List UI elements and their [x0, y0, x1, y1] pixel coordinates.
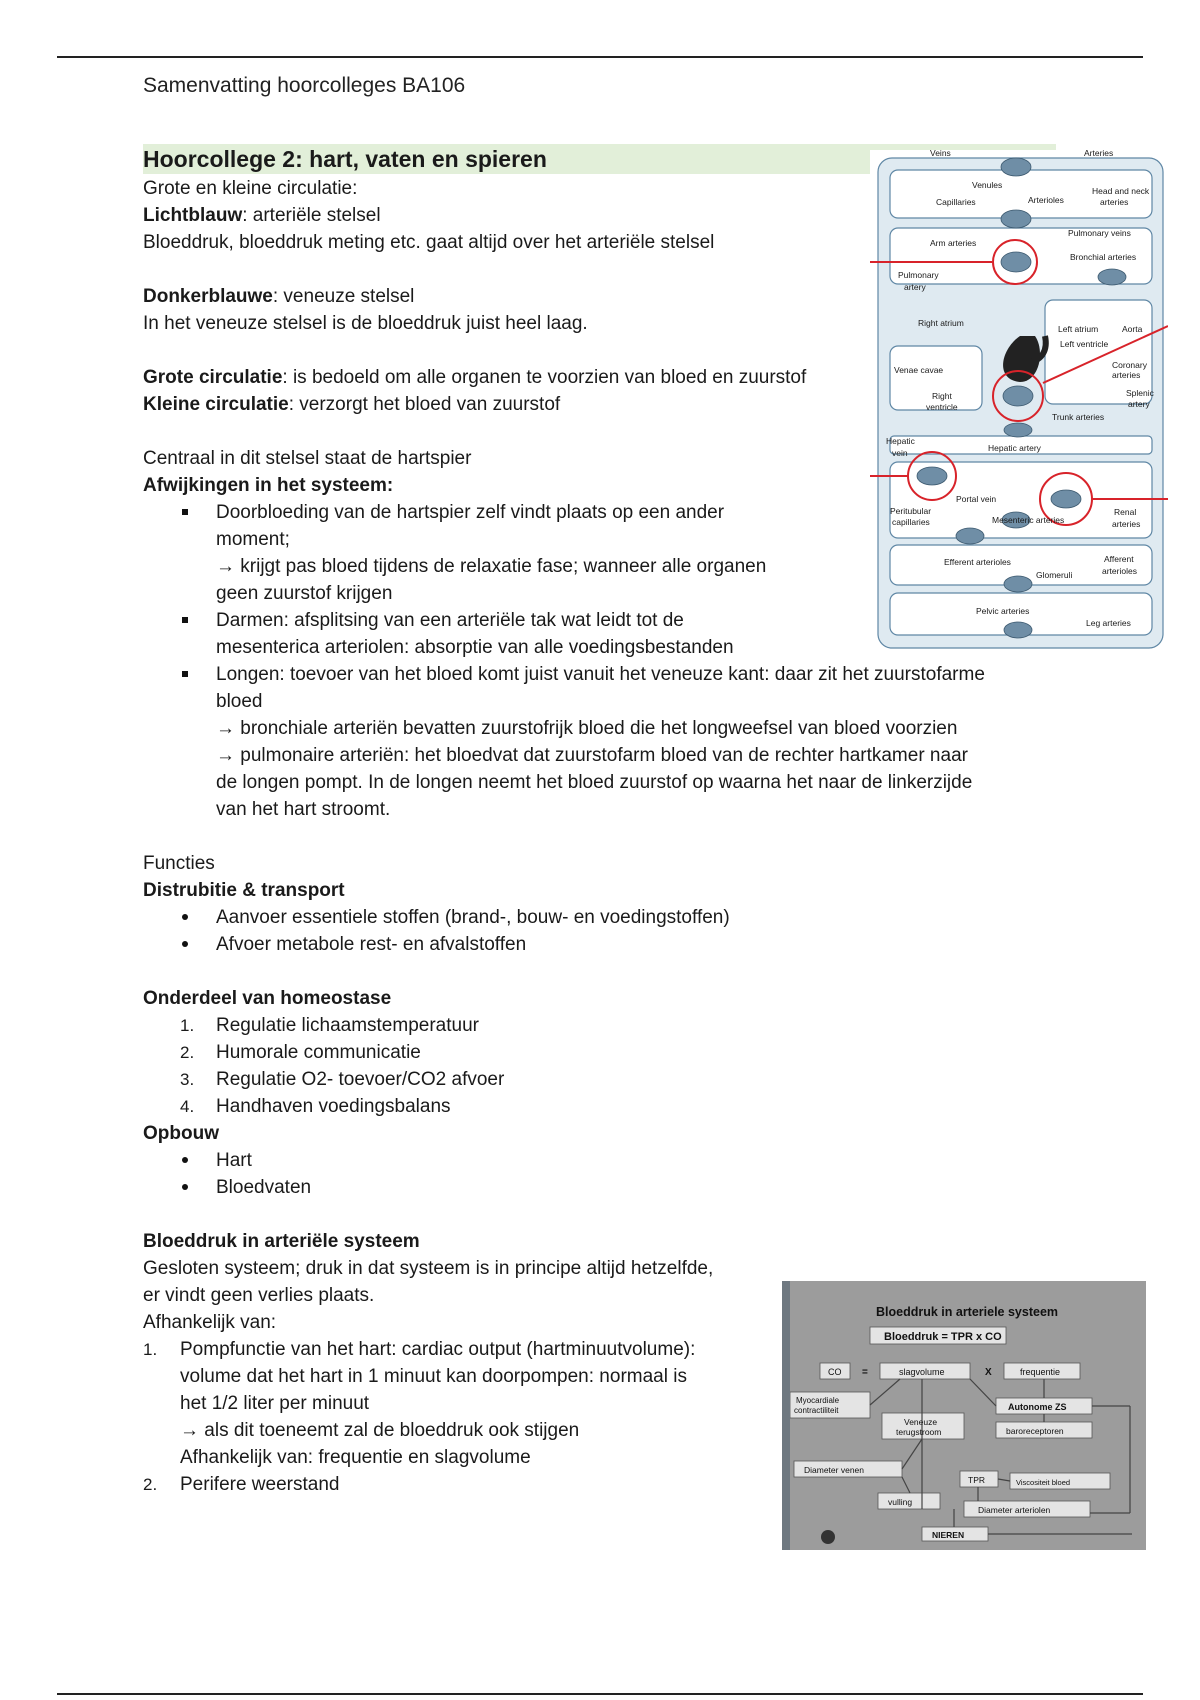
bold-term: Kleine circulatie	[143, 394, 289, 415]
text-span: : veneuze stelsel	[272, 286, 415, 307]
fig1-label: Arterioles	[1028, 195, 1064, 205]
text-line: Gesloten systeem; druk in dat systeem is in principe altijd hetzelfde,	[143, 1258, 714, 1279]
fig1-label: Bronchial arteries	[1070, 252, 1137, 262]
fig1-label: artery	[904, 282, 926, 292]
fig2-label: X	[985, 1367, 992, 1378]
fig1-label: Arm arteries	[930, 238, 977, 248]
page-header: Samenvatting hoorcolleges BA106	[143, 74, 466, 97]
list-item	[143, 1012, 1053, 1039]
list-text: bloed	[216, 691, 263, 712]
fig1-label: Peritubular	[890, 506, 932, 516]
fig2-label: NIEREN	[932, 1530, 965, 1540]
list-text: → pulmonaire arteriën: het bloedvat dat zuurstofarm bloed van de rechter hartkamer naar	[216, 745, 968, 766]
fig1-label: Leg arteries	[1086, 618, 1131, 628]
fig1-label: Right	[932, 391, 952, 401]
fig1-label: Efferent arterioles	[944, 557, 1011, 567]
fig1-label: Hepatic	[886, 436, 915, 446]
fig1-label: arteries	[1100, 197, 1129, 207]
bloeddruk-diagram	[782, 1281, 1146, 1550]
fig1-label: Aorta	[1122, 324, 1143, 334]
fig1-label: Head and neck	[1092, 186, 1150, 196]
text-span: : is bedoeld om alle organen te voorzien van bloed en zuurstof	[282, 367, 807, 388]
fig1-label: Left ventricle	[1060, 339, 1109, 349]
fig1-label: Pulmonary veins	[1068, 228, 1131, 238]
list-text: → bronchiale arteriën bevatten zuurstofrijk bloed die het longweefsel van bloed voorzien	[216, 718, 958, 739]
circulation-diagram	[870, 150, 1168, 652]
list-text: → als dit toeneemt zal de bloeddruk ook stijgen	[180, 1420, 580, 1441]
fig2-label: Veneuze	[904, 1417, 938, 1427]
fig1-label: Mesenteric arteries	[992, 515, 1065, 525]
fig1-label: artery	[1128, 399, 1150, 409]
fig2-label: Diameter venen	[804, 1465, 865, 1475]
fig1-label: Afferent	[1104, 554, 1134, 564]
list-item: Hart	[143, 1147, 1053, 1174]
fig2-label: terugstroom	[896, 1427, 942, 1437]
text-line: Afhankelijk van:	[143, 1312, 277, 1333]
list-text: Doorbloeding van de hartspier zelf vindt plaats op een ander	[216, 502, 725, 523]
fig2-label: CO	[828, 1367, 842, 1377]
list-number: 1.	[143, 1340, 158, 1359]
bold-heading: Afwijkingen in het systeem:	[143, 475, 394, 496]
fig2-label: TPR	[968, 1475, 985, 1485]
bold-heading: Bloeddruk in arteriële systeem	[143, 1231, 420, 1252]
fig1-label: arteries	[1112, 370, 1141, 380]
text-line	[143, 1228, 1053, 1255]
fig1-label: Left atrium	[1058, 324, 1099, 334]
bold-term: Lichtblauw	[143, 205, 243, 226]
bold-term: Grote circulatie	[143, 367, 283, 388]
fig1-label: Trunk arteries	[1052, 412, 1105, 422]
list-item: Bloedvaten	[143, 1174, 1053, 1201]
fig1-label: Glomeruli	[1036, 570, 1073, 580]
fig2-label: Autonome ZS	[1008, 1402, 1067, 1412]
list-text: volume dat het hart in 1 minuut kan doorpompen: normaal is	[180, 1366, 687, 1387]
list-item	[143, 1093, 1053, 1120]
fig1-label: Venules	[972, 180, 1003, 190]
fig1-label: Splenic	[1126, 388, 1154, 398]
text-line	[143, 985, 1053, 1012]
fig1-label: arterioles	[1102, 566, 1137, 576]
list-text: Darmen: afsplitsing van een arteriële tak wat leidt tot de	[216, 610, 684, 631]
bold-heading: Opbouw	[143, 1123, 219, 1144]
fig2-label: =	[862, 1367, 868, 1378]
list-text: Perifere weerstand	[180, 1474, 340, 1495]
bottom-rule	[57, 1693, 1143, 1695]
list-text: de longen pompt. In de longen neemt het bloed zuurstof op waarna het naar de linkerzijde	[216, 772, 973, 793]
list-text: Regulatie O2- toevoer/CO2 afvoer	[216, 1069, 505, 1090]
fig1-label: Veins	[930, 150, 951, 158]
list-text: Handhaven voedingsbalans	[216, 1096, 451, 1117]
text-line: Functies	[143, 853, 215, 874]
fig1-label: Arteries	[1084, 150, 1114, 158]
fig1-label: Coronary	[1112, 360, 1147, 370]
fig1-label: Right atrium	[918, 318, 964, 328]
fig2-label: Viscositeit bloed	[1016, 1478, 1071, 1487]
fig1-label: Renal	[1114, 507, 1137, 517]
list-number: 1.	[180, 1016, 195, 1035]
section-title: Hoorcollege 2: hart, vaten en spieren	[143, 144, 1056, 174]
text-line: Centraal in dit stelsel staat de hartspier	[143, 448, 472, 469]
fig1-label: vein	[892, 448, 908, 458]
fig2-formula: Bloeddruk = TPR x CO	[884, 1331, 1002, 1343]
fig1-label: ventricle	[926, 402, 958, 412]
fig2-label: vulling	[888, 1497, 913, 1507]
text-line: Grote en kleine circulatie:	[143, 178, 358, 199]
fig1-label: Pelvic arteries	[976, 606, 1030, 616]
fig1-label: arteries	[1112, 519, 1141, 529]
list-text: moment;	[216, 529, 290, 550]
list-text: Humorale communicatie	[216, 1042, 421, 1063]
list-item: Afvoer metabole rest- en afvalstoffen	[143, 931, 1053, 958]
text-line	[143, 1120, 1053, 1147]
fig2-label: Diameter arteriolen	[978, 1505, 1051, 1515]
list-number: 4.	[180, 1097, 195, 1116]
text-line: er vindt geen verlies plaats.	[143, 1285, 375, 1306]
list-text: Afhankelijk van: frequentie en slagvolume	[180, 1447, 531, 1468]
top-rule	[57, 56, 1143, 58]
list-number: 2.	[180, 1043, 195, 1062]
list-text: → krijgt pas bloed tijdens de relaxatie fase; wanneer alle organen	[216, 556, 767, 577]
opbouw-list	[143, 1147, 1053, 1201]
text-line: In het veneuze stelsel is de bloeddruk juist heel laag.	[143, 313, 588, 334]
fig1-label: Capillaries	[936, 197, 976, 207]
text-line	[143, 877, 1053, 904]
list-number: 2.	[143, 1475, 158, 1494]
text-line: Bloeddruk, bloeddruk meting etc. gaat altijd over het arteriële stelsel	[143, 232, 715, 253]
list-text: het 1/2 liter per minuut	[180, 1393, 370, 1414]
list-text: van het hart stroomt.	[216, 799, 391, 820]
fig2-label: slagvolume	[899, 1367, 945, 1377]
transport-list	[143, 904, 1053, 958]
bold-term: Donkerblauwe	[143, 286, 273, 307]
fig1-label: capillaries	[892, 517, 930, 527]
list-item: Aanvoer essentiele stoffen (brand-, bouw- en voedingstoffen)	[143, 904, 1053, 931]
fig1-label: Pulmonary	[898, 270, 939, 280]
text-span: : arteriële stelsel	[242, 205, 381, 226]
bold-heading: Distrubitie & transport	[143, 880, 345, 901]
list-text: geen zuurstof krijgen	[216, 583, 393, 604]
homeostase-list	[143, 1012, 1053, 1120]
fig2-label: Myocardiale	[796, 1396, 840, 1405]
list-item	[143, 1066, 1053, 1093]
bold-heading: Onderdeel van homeostase	[143, 988, 392, 1009]
text-span: : verzorgt het bloed van zuurstof	[288, 394, 561, 415]
fig1-label: Hepatic artery	[988, 443, 1041, 453]
fig2-title: Bloeddruk in arteriele systeem	[876, 1305, 1059, 1319]
fig2-label: baroreceptoren	[1006, 1426, 1064, 1436]
list-text: Pompfunctie van het hart: cardiac output (hartminuutvolume):	[180, 1339, 696, 1360]
fig2-label: contractiliteit	[794, 1406, 839, 1415]
fig2-label: frequentie	[1020, 1367, 1061, 1377]
fig1-label: Venae cavae	[894, 365, 944, 375]
list-number: 3.	[180, 1070, 195, 1089]
list-item	[143, 661, 1053, 823]
list-text: mesenterica arteriolen: absorptie van alle voedingsbestanden	[216, 637, 734, 658]
list-item	[143, 1039, 1053, 1066]
fig1-label: Portal vein	[956, 494, 997, 504]
list-text: Longen: toevoer van het bloed komt juist vanuit het veneuze kant: daar zit het zuurstofarme	[216, 664, 985, 685]
list-text: Regulatie lichaamstemperatuur	[216, 1015, 479, 1036]
